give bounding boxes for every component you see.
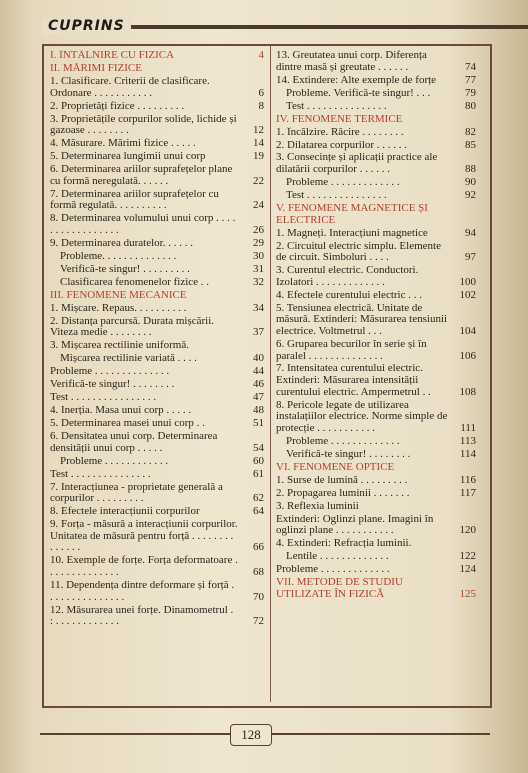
toc-entry[interactable] bbox=[50, 469, 264, 481]
entry-title: 5. Determinarea lungimii unui corp bbox=[50, 151, 206, 163]
toc-entry[interactable] bbox=[50, 238, 264, 250]
entry-title: 6. Gruparea becurilor în serie și în paralel . . . . . . . . . . . . . . bbox=[276, 338, 427, 362]
page-number: 128 bbox=[230, 724, 272, 746]
entry-title: 10. Exemple de forțe. Forța deformatoare . . . . . . . . . . . . . . bbox=[50, 555, 238, 579]
entry-title: 4. Inerția. Masa unui corp . . . . . bbox=[50, 405, 192, 417]
entry-title: 11. Dependența dintre deformare și forță . . . . . . . . . . . . . . . bbox=[50, 580, 235, 603]
entry-title: Mișcarea rectilinie variată . . . . bbox=[60, 353, 197, 365]
entry-title: Verifică-te singur! . . . . . . . . . bbox=[60, 263, 190, 275]
entry-page: 90 bbox=[465, 176, 476, 189]
entry-title: 4. Extinderi: Refracția luminii. bbox=[276, 538, 412, 550]
toc-entry[interactable] bbox=[50, 114, 264, 137]
entry-page: 26 bbox=[253, 223, 264, 236]
toc-entry[interactable] bbox=[50, 605, 264, 628]
entry-title: Probleme . . . . . . . . . . . . . bbox=[286, 435, 400, 447]
entry-page: 72 bbox=[253, 615, 264, 628]
toc-entry[interactable] bbox=[50, 151, 264, 163]
toc-entry[interactable] bbox=[276, 400, 476, 435]
toc-entry[interactable] bbox=[276, 177, 476, 189]
entry-title: 12. Măsurarea unei forțe. Dinamometrul . : . . . . . . . . . . . . bbox=[50, 604, 234, 628]
entry-page: 32 bbox=[253, 275, 264, 288]
entry-title: Probleme . . . . . . . . . . . . . bbox=[286, 177, 400, 189]
entry-page: 8 bbox=[258, 99, 264, 112]
toc-entry[interactable] bbox=[50, 555, 264, 578]
entry-page: 66 bbox=[253, 541, 264, 554]
section-heading[interactable] bbox=[50, 290, 264, 302]
toc-entry[interactable] bbox=[50, 366, 264, 378]
toc-entry[interactable] bbox=[50, 519, 264, 554]
toc-entry[interactable] bbox=[276, 363, 476, 398]
toc-entry[interactable] bbox=[276, 475, 476, 487]
entry-title: 9. Forța - măsură a interacțiunii corpurilor. Unitatea de măsură pentru forță . . . . . . . . . . . . . . bbox=[50, 519, 238, 554]
entry-title: 2. Proprietăți fizice . . . . . . . . . bbox=[50, 100, 185, 112]
toc-entry[interactable] bbox=[50, 101, 264, 113]
entry-page: 12 bbox=[253, 124, 264, 137]
entry-page: 120 bbox=[459, 524, 476, 537]
toc-entry[interactable] bbox=[276, 449, 476, 461]
entry-title: 5. Tensiunea electrică. Unitate de măsură. Extinderi: Măsurarea tensiunii electrice. Voltmetrul . . . bbox=[276, 302, 448, 337]
entry-page: 124 bbox=[459, 563, 476, 576]
entry-page: 108 bbox=[459, 385, 476, 398]
toc-entry[interactable] bbox=[50, 405, 264, 417]
entry-page: 37 bbox=[253, 326, 264, 339]
entry-page: 6 bbox=[258, 86, 264, 99]
toc-entry[interactable] bbox=[276, 290, 476, 302]
toc-entry[interactable] bbox=[50, 340, 264, 352]
toc-entry[interactable] bbox=[50, 431, 264, 454]
entry-title: 7. Interacțiunea - proprietate generală a corpurilor . . . . . . . . . bbox=[50, 481, 223, 505]
toc-entry[interactable] bbox=[50, 353, 264, 365]
section-heading[interactable] bbox=[50, 50, 264, 62]
page-header bbox=[0, 18, 528, 38]
section-page: 125 bbox=[459, 587, 476, 600]
entry-page: 102 bbox=[459, 288, 476, 301]
entry-title: 2. Dilatarea corpurilor . . . . . . bbox=[276, 139, 408, 151]
section-heading[interactable] bbox=[50, 63, 264, 75]
entry-page: 92 bbox=[465, 189, 476, 202]
entry-page: 14 bbox=[253, 137, 264, 150]
toc-entry[interactable] bbox=[50, 506, 264, 518]
entry-title: 8. Efectele interacțiunii corpurilor bbox=[50, 506, 200, 518]
entry-title: 5. Determinarea masei unui corp . . bbox=[50, 418, 205, 430]
entry-title: 8. Determinarea volumului unui corp . . . . . . . . . . . . . . . . . bbox=[50, 213, 236, 236]
entry-page: 44 bbox=[253, 365, 264, 378]
entry-title: 1. Încălzire. Răcire . . . . . . . . bbox=[276, 126, 404, 138]
toc-entry[interactable] bbox=[276, 50, 476, 73]
entry-title: 7. Intensitatea curentului electric. Extinderi: Măsurarea intensității curentului electric. Ampermetrul . . bbox=[276, 363, 431, 398]
entry-page: 111 bbox=[460, 421, 476, 434]
toc-entry[interactable] bbox=[276, 88, 476, 100]
entry-title: 2. Circuitul electric simplu. Elemente de circuit. Simboluri . . . . bbox=[276, 240, 441, 264]
entry-page: 62 bbox=[253, 492, 264, 505]
entry-page: 104 bbox=[459, 324, 476, 337]
toc-entry[interactable] bbox=[276, 127, 476, 139]
entry-page: 61 bbox=[253, 467, 264, 480]
entry-title: Verifică-te singur! . . . . . . . . bbox=[286, 448, 411, 460]
toc-entry[interactable] bbox=[276, 501, 476, 513]
entry-page: 54 bbox=[253, 441, 264, 454]
toc-entry[interactable] bbox=[276, 488, 476, 500]
contents-right-column bbox=[276, 50, 476, 602]
section-title: V. FENOMENE MAGNETICE ȘI ELECTRICE bbox=[276, 203, 428, 226]
entry-page: 116 bbox=[459, 473, 476, 486]
entry-page: 30 bbox=[253, 249, 264, 262]
toc-entry[interactable] bbox=[276, 152, 476, 175]
entry-title: 6. Determinarea ariilor suprafețelor plane cu formă neregulată. . . . . . bbox=[50, 164, 233, 187]
entry-title: 3. Consecințe și aplicații practice ale dilatării corpurilor . . . . . . bbox=[276, 152, 438, 176]
entry-page: 60 bbox=[253, 454, 264, 467]
entry-page: 19 bbox=[253, 150, 264, 163]
toc-entry[interactable] bbox=[50, 456, 264, 468]
entry-title: 1. Surse de lumină . . . . . . . . . bbox=[276, 474, 408, 486]
entry-title: Test . . . . . . . . . . . . . . . bbox=[286, 100, 387, 112]
toc-entry[interactable] bbox=[276, 101, 476, 113]
section-title: I. ÎNTÂLNIRE CU FIZICA bbox=[50, 50, 175, 61]
section-title: III. FENOMENE MECANICE bbox=[50, 289, 187, 301]
section-page: 4 bbox=[258, 49, 264, 61]
toc-entry[interactable] bbox=[276, 538, 476, 550]
section-heading[interactable] bbox=[276, 114, 476, 126]
entry-page: 100 bbox=[459, 275, 476, 288]
entry-title: 3. Curentul electric. Conductori. Izolatori . . . . . . . . . . . . . bbox=[276, 265, 419, 288]
toc-entry[interactable] bbox=[50, 76, 264, 99]
toc-entry[interactable] bbox=[50, 418, 264, 430]
section-title: VII. METODE DE STUDIU UTILIZATE ÎN FIZICĂ bbox=[276, 577, 403, 600]
entry-title: 1. Mișcare. Repaus. . . . . . . . . . bbox=[50, 302, 187, 314]
entry-title: 3. Reflexia luminii bbox=[276, 500, 359, 512]
entry-title: Clasificarea fenomenelor fizice . . bbox=[60, 276, 210, 288]
entry-page: 22 bbox=[253, 174, 264, 187]
entry-page: 64 bbox=[253, 505, 264, 518]
toc-entry[interactable] bbox=[276, 564, 476, 576]
entry-page: 46 bbox=[253, 378, 264, 391]
section-heading[interactable] bbox=[276, 203, 476, 226]
entry-page: 29 bbox=[253, 236, 264, 249]
entry-title: 13. Greutatea unui corp. Diferența dintre masă și greutate . . . . . . bbox=[276, 50, 427, 73]
entry-title: Test . . . . . . . . . . . . . . . bbox=[50, 468, 151, 480]
toc-entry[interactable] bbox=[50, 189, 264, 212]
entry-page: 40 bbox=[253, 352, 264, 365]
toc-entry[interactable] bbox=[50, 580, 264, 603]
toc-entry[interactable] bbox=[50, 482, 264, 505]
entry-title: Lentile . . . . . . . . . . . . . bbox=[286, 551, 389, 563]
entry-title: 3. Mișcarea rectilinie uniformă. bbox=[50, 340, 189, 352]
toc-entry[interactable] bbox=[50, 303, 264, 315]
entry-title: Probleme . . . . . . . . . . . . bbox=[60, 455, 169, 467]
toc-entry[interactable] bbox=[276, 265, 476, 288]
toc-entry[interactable] bbox=[276, 140, 476, 152]
entry-page: 94 bbox=[465, 226, 476, 239]
entry-title: Probleme . . . . . . . . . . . . . . bbox=[50, 366, 170, 378]
toc-entry[interactable] bbox=[50, 316, 264, 339]
entry-title: Extinderi: Oglinzi plane. Imagini în oglinzi plane . . . . . . . . . . . bbox=[276, 513, 434, 537]
entry-page: 51 bbox=[253, 417, 264, 430]
toc-entry[interactable] bbox=[50, 138, 264, 150]
entry-title: 8. Pericole legate de utilizarea instalațiilor electrice. Norme simple de protecție . . . . . . . . . . . bbox=[276, 399, 448, 434]
toc-entry[interactable] bbox=[50, 251, 264, 263]
toc-entry[interactable] bbox=[276, 436, 476, 448]
section-heading[interactable] bbox=[276, 577, 476, 600]
contents-left-column bbox=[50, 50, 264, 629]
entry-title: 2. Distanța parcursă. Durata mișcării. Viteza medie . . . . . . . . bbox=[50, 315, 215, 339]
entry-title: 2. Propagarea luminii . . . . . . . bbox=[276, 487, 410, 499]
toc-entry[interactable] bbox=[276, 241, 476, 264]
toc-entry[interactable] bbox=[50, 392, 264, 404]
entry-title: Probleme . . . . . . . . . . . . . bbox=[276, 564, 390, 576]
entry-title: 3. Proprietățile corpurilor solide, lichide și gazoase . . . . . . . . bbox=[50, 113, 237, 137]
section-title: IV. FENOMENE TERMICE bbox=[276, 113, 403, 125]
toc-entry[interactable] bbox=[276, 514, 476, 537]
entry-page: 88 bbox=[465, 163, 476, 176]
entry-title: 4. Efectele curentului electric . . . bbox=[276, 289, 422, 301]
toc-entry[interactable] bbox=[50, 379, 264, 391]
entry-page: 113 bbox=[459, 434, 476, 447]
entry-page: 80 bbox=[465, 99, 476, 112]
entry-page: 31 bbox=[253, 262, 264, 275]
section-title: VI. FENOMENE OPTICE bbox=[276, 461, 395, 473]
toc-entry[interactable] bbox=[276, 551, 476, 563]
entry-page: 122 bbox=[459, 550, 476, 563]
entry-page: 106 bbox=[459, 349, 476, 362]
entry-title: 1. Magneți. Interacțiuni magnetice bbox=[276, 227, 428, 239]
toc-entry[interactable] bbox=[276, 339, 476, 362]
toc-entry[interactable] bbox=[50, 164, 264, 187]
toc-entry[interactable] bbox=[50, 213, 264, 236]
toc-entry[interactable] bbox=[276, 303, 476, 338]
entry-title: Probleme. Verifică-te singur! . . . bbox=[286, 87, 431, 99]
entry-title: 4. Măsurare. Mărimi fizice . . . . . bbox=[50, 138, 196, 150]
entry-title: Test . . . . . . . . . . . . . . . bbox=[286, 190, 387, 202]
entry-page: 68 bbox=[253, 566, 264, 579]
entry-page: 117 bbox=[459, 486, 476, 499]
entry-page: 82 bbox=[465, 125, 476, 138]
entry-page: 70 bbox=[253, 590, 264, 603]
entry-page: 79 bbox=[465, 86, 476, 99]
entry-page: 85 bbox=[465, 138, 476, 151]
entry-title: 1. Clasificare. Criterii de clasificare. Ordonare . . . . . . . . . . . bbox=[50, 75, 210, 99]
entry-page: 77 bbox=[465, 73, 476, 86]
entry-page: 97 bbox=[465, 251, 476, 264]
section-title: II. MĂRIMI FIZICE bbox=[50, 62, 142, 74]
entry-page: 47 bbox=[253, 391, 264, 404]
toc-entry[interactable] bbox=[276, 190, 476, 202]
toc-entry[interactable] bbox=[50, 264, 264, 276]
toc-entry[interactable] bbox=[276, 75, 476, 87]
entry-page: 48 bbox=[253, 404, 264, 417]
column-divider bbox=[270, 46, 271, 702]
entry-title: 6. Densitatea unui corp. Determinarea densității unui corp . . . . . bbox=[50, 431, 218, 454]
entry-page: 114 bbox=[459, 447, 476, 460]
entry-title: Test . . . . . . . . . . . . . . . . bbox=[50, 392, 157, 404]
entry-title: 14. Extindere: Alte exemple de forțe bbox=[276, 74, 437, 86]
entry-page: 74 bbox=[465, 60, 476, 73]
header-rule bbox=[126, 25, 528, 29]
entry-page: 24 bbox=[253, 199, 264, 212]
entry-title: 9. Determinarea duratelor. . . . . . bbox=[50, 237, 193, 249]
section-heading[interactable] bbox=[276, 462, 476, 474]
entry-title: Verifică-te singur! . . . . . . . . bbox=[50, 379, 175, 391]
toc-entry[interactable] bbox=[50, 277, 264, 289]
toc-entry[interactable] bbox=[276, 228, 476, 240]
entry-page: 34 bbox=[253, 301, 264, 314]
page-title: CUPRINS bbox=[42, 18, 131, 34]
entry-title: Probleme. . . . . . . . . . . . . . bbox=[60, 250, 177, 262]
entry-title: 7. Determinarea ariilor suprafețelor cu formă regulată. . . . . . . . . . bbox=[50, 188, 219, 212]
